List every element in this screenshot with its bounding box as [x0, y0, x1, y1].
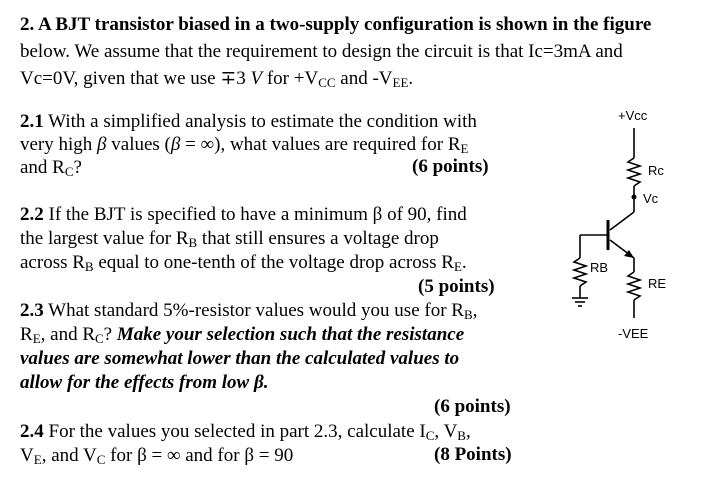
vc-node	[632, 195, 637, 200]
ve-subscript: E	[33, 452, 42, 467]
vee-subscript: EE	[392, 75, 409, 90]
rb-resistor	[574, 258, 586, 286]
q24-text-2a: V	[20, 445, 34, 466]
q21-text-2c: = ∞), what values are required for R	[180, 134, 461, 155]
rc-label: Rc	[648, 163, 664, 178]
q23-text-1: What standard 5%-resistor values would you use for R	[43, 300, 464, 321]
q21-text-1: With a simplified analysis to estimate the condition with	[43, 111, 477, 132]
q21-points: (6 points)	[412, 156, 489, 177]
q24-text-1: For the values you selected in part 2.3, calculate I	[43, 421, 426, 442]
vee-label: -VEE	[618, 326, 649, 341]
re-resistor	[628, 272, 640, 300]
q23-line-3: values are somewhat lower than the calculated values to	[20, 348, 460, 369]
q21-number: 2.1	[20, 111, 44, 132]
rc-subscript-2: C	[95, 331, 104, 346]
rb-subscript-3: B	[463, 307, 473, 322]
q21-text-2a: very high	[20, 134, 98, 155]
rc-subscript: C	[64, 164, 74, 179]
q24-text-2c: for β = ∞ and for β = 90	[105, 445, 294, 466]
rb-subscript: B	[188, 235, 198, 250]
rb-label: RB	[590, 260, 609, 275]
q23-points: (6 points)	[434, 396, 511, 417]
beta-symbol: β	[97, 134, 107, 155]
rc-resistor	[628, 158, 640, 186]
intro-text-3d: .	[408, 68, 414, 89]
intro-text-3b: for +V	[262, 68, 319, 89]
q23-text-1b: ,	[472, 300, 478, 321]
q24-text-2b: , and V	[41, 445, 97, 466]
q21-text-3b: ?	[73, 157, 82, 178]
vc-label: Vc	[643, 191, 659, 206]
vcc-label: +Vcc	[618, 108, 648, 123]
q22-points: (5 points)	[418, 276, 495, 297]
vb-subscript: B	[457, 428, 466, 443]
q24-text-1c: ,	[465, 421, 471, 442]
re-subscript-3: E	[32, 331, 41, 346]
problem-number: 2. A BJT transistor biased in a two-supply configuration is shown in the figure	[20, 14, 652, 35]
re-subscript-2: E	[453, 259, 462, 274]
q24-points: (8 Points)	[434, 444, 512, 465]
vc-subscript: C	[96, 452, 106, 467]
q22-text-3b: equal to one-tenth of the voltage drop across R	[93, 252, 454, 273]
q24-text-1b: , V	[434, 421, 458, 442]
q23-number: 2.3	[20, 300, 44, 321]
beta-symbol-2: β	[170, 134, 181, 155]
q23-text-2a: R	[20, 324, 33, 345]
q22-number: 2.2	[20, 204, 44, 225]
q23-text-2b: , and R	[40, 324, 95, 345]
ic-subscript: C	[425, 428, 435, 443]
vcc-subscript: CC	[318, 75, 336, 90]
re-subscript: E	[460, 141, 469, 156]
re-label: RE	[648, 276, 667, 291]
intro-text-2: below. We assume that the requirement to design the circuit is that Ic=3mA and	[20, 41, 623, 62]
q22-text-2: the largest value for R	[20, 228, 189, 249]
rb-subscript-2: B	[84, 259, 94, 274]
q22-text-3: across R	[20, 252, 85, 273]
q23-line-4: allow for the effects from low β.	[20, 372, 269, 393]
q22-text-1: If the BJT is specified to have a minimum β of 90, find	[43, 204, 467, 225]
q23-emphasis-1: Make your selection such that the resistance	[116, 324, 465, 345]
intro-text-3c: and -V	[335, 68, 393, 89]
q21-text-2b: values (	[106, 134, 171, 155]
q21-text-3a: and R	[20, 157, 65, 178]
intro-text-3a: Vc=0V, given that we use ∓3	[20, 68, 251, 89]
intro-text-3v: V	[250, 68, 263, 89]
q22-text-2b: that still ensures a voltage drop	[197, 228, 439, 249]
q24-number: 2.4	[20, 421, 44, 442]
q23-text-2c: ?	[103, 324, 117, 345]
collector-lead	[610, 212, 634, 230]
q22-text-3c: .	[461, 252, 467, 273]
